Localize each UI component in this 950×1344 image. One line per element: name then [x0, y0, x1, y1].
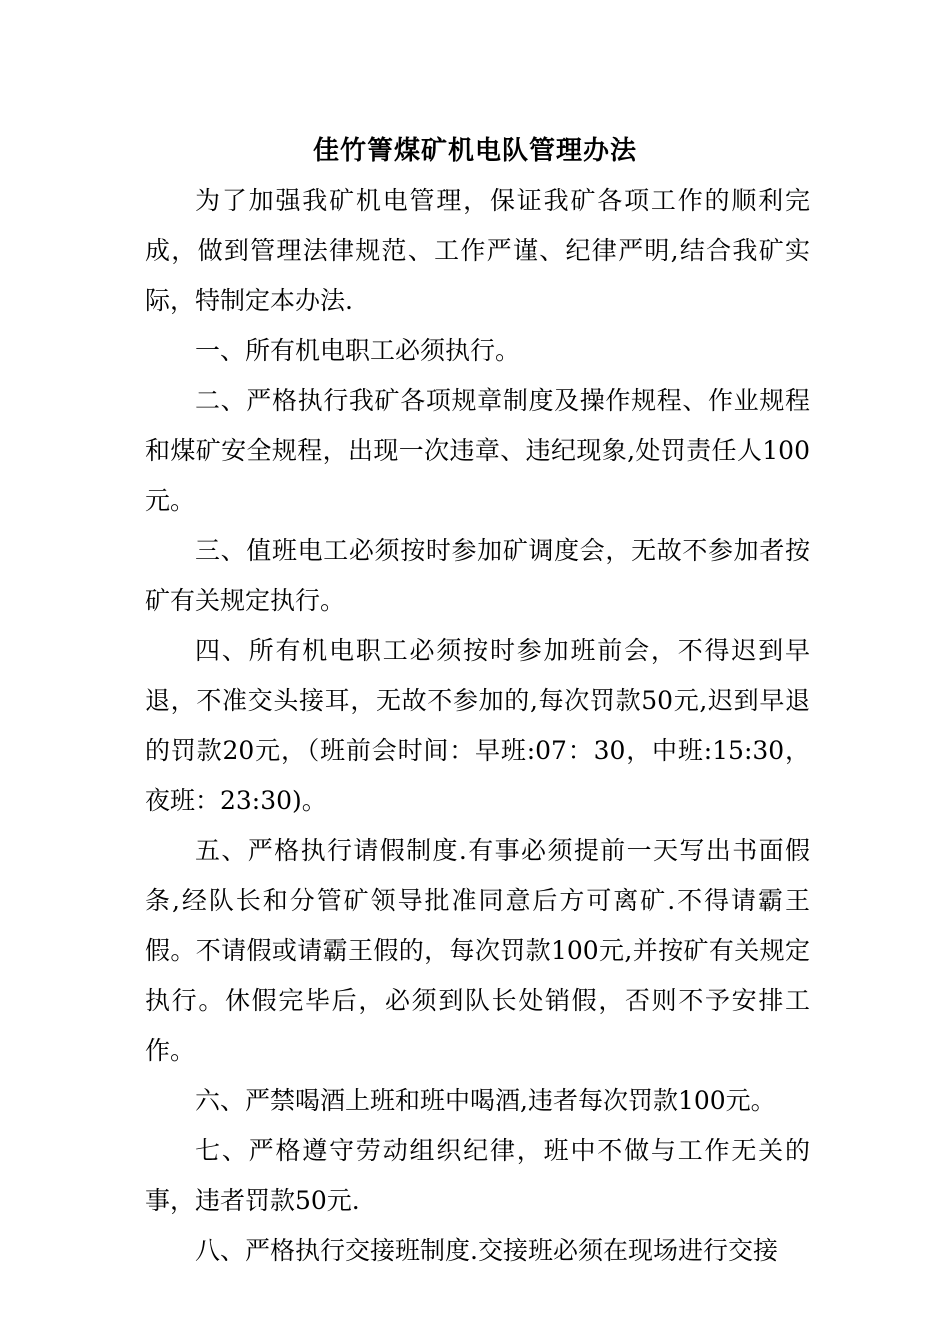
paragraph-intro: 为了加强我矿机电管理，保证我矿各项工作的顺利完成，做到管理法律规范、工作严谨、纪律严明,结合我矿实际，特制定本办法. [145, 186, 810, 315]
paragraph-rule-5: 五、严格执行请假制度.有事必须提前一天写出书面假条,经队长和分管矿领导批准同意后方可离矿.不得请霸王假。不请假或请霸王假的，每次罚款100元,并按矿有关规定执行。休假完毕后，必须到队长处销假，否则不予安排工作。 [145, 836, 810, 1065]
paragraph-rule-4: 四、所有机电职工必须按时参加班前会，不得迟到早退，不准交头接耳，无故不参加的,每次罚款50元,迟到早退的罚款20元，（班前会时间：早班:07：30，中班:15:30，夜班：23:30)。 [145, 636, 810, 815]
paragraph-rule-1: 一、所有机电职工必须执行。 [195, 336, 521, 365]
paragraph-rule-6: 六、严禁喝酒上班和班中喝酒,违者每次罚款100元。 [195, 1086, 776, 1115]
document-body [145, 176, 810, 1276]
document-title: 佳竹箐煤矿机电队管理办法 [312, 136, 637, 166]
paragraph-rule-2: 二、严格执行我矿各项规章制度及操作规程、作业规程和煤矿安全规程，出现一次违章、违纪现象,处罚责任人100元。 [145, 386, 810, 515]
paragraph-rule-7: 七、严格遵守劳动组织纪律，班中不做与工作无关的事，违者罚款50元. [145, 1136, 810, 1215]
paragraph-rule-3: 三、值班电工必须按时参加矿调度会，无故不参加者按矿有关规定执行。 [145, 536, 810, 615]
paragraph-rule-8: 八、严格执行交接班制度.交接班必须在现场进行交接 [195, 1236, 778, 1265]
